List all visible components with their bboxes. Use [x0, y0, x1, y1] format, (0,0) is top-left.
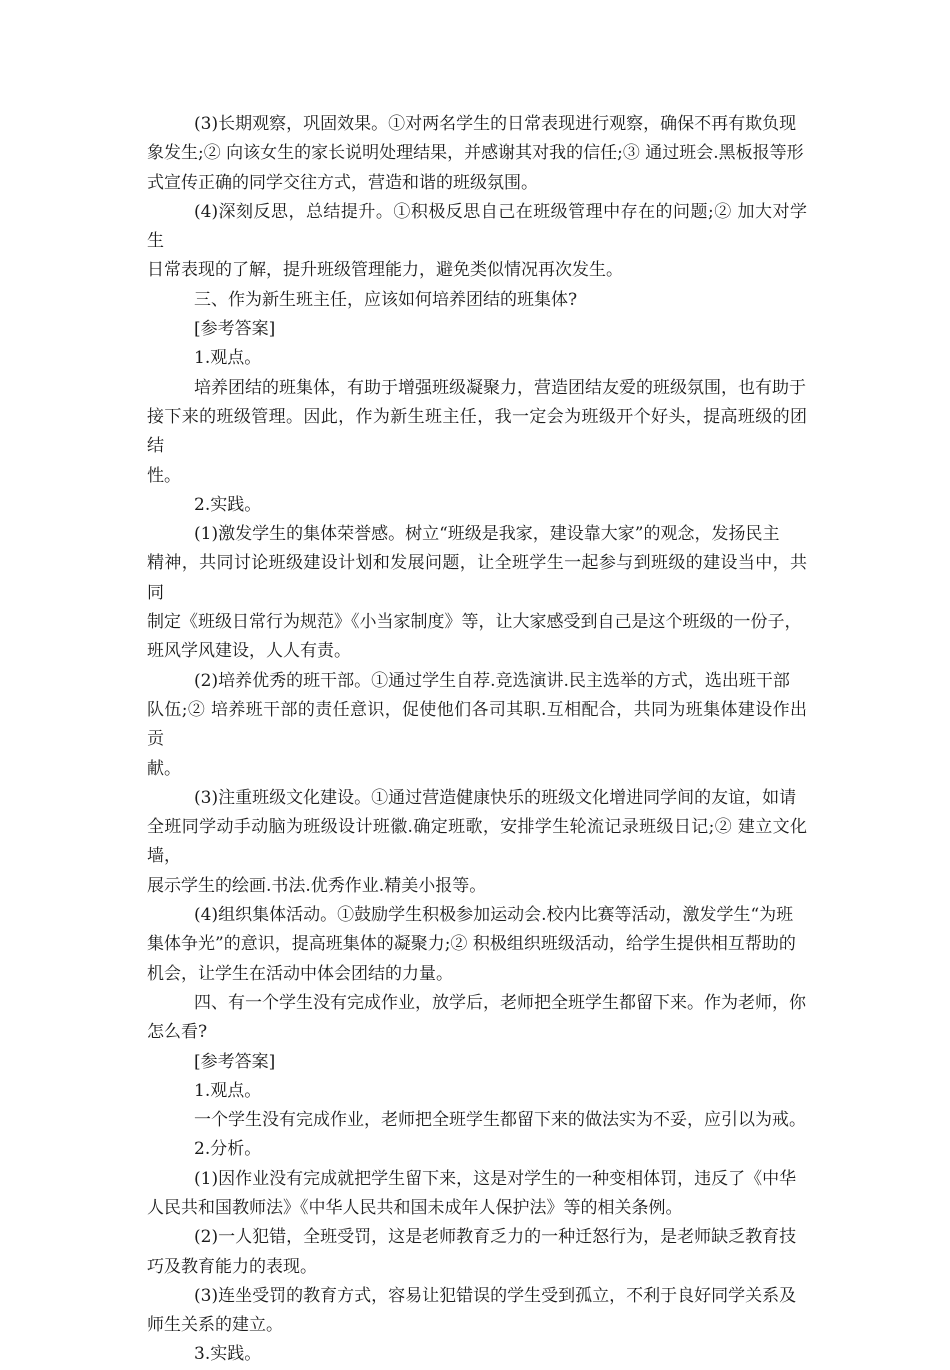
text-line: 培养团结的班集体，有助于增强班级凝聚力，营造团结友爱的班级氛围，也有助于	[194, 377, 806, 398]
paragraph	[147, 989, 807, 1048]
text-line: 集体争光”的意识，提高班集体的凝聚力;② 积极组织班级活动，给学生提供相互帮助的	[147, 934, 796, 955]
paragraph	[147, 901, 807, 989]
text-line: (1)因作业没有完成就把学生留下来，这是对学生的一种变相体罚，违反了《中华	[194, 1168, 797, 1189]
paragraph	[147, 198, 807, 286]
text-line: (3)长期观察，巩固效果。①对两名学生的日常表现进行观察，确保不再有欺负现	[194, 114, 797, 134]
text-line: 制定《班级日常行为规范》《小当家制度》等，让大家感受到自己是这个班级的一份子，	[147, 612, 802, 633]
document-body	[147, 110, 807, 1370]
text-line: 日常表现的了解，提升班级管理能力，避免类似情况再次发生。	[147, 260, 623, 281]
text-line: (3)连坐受罚的教育方式，容易让犯错误的学生受到孤立，不利于良好同学关系及	[194, 1285, 797, 1306]
paragraph	[147, 1048, 807, 1077]
text-line: 队伍;② 培养班干部的责任意识，促使他们各司其职.互相配合，共同为班集体建设作出贡	[147, 699, 807, 750]
text-line: 精神，共同讨论班级建设计划和发展问题，让全班学生一起参与到班级的建设当中，共同	[147, 553, 807, 603]
paragraph	[147, 344, 807, 373]
text-line: 3.实践。	[194, 1344, 262, 1365]
text-line: (1)激发学生的集体荣誉感。树立“班级是我家，建设靠大家”的观念，发扬民主	[194, 524, 780, 545]
text-line: 怎么看?	[147, 1022, 208, 1043]
text-line: 四、有一个学生没有完成作业，放学后，老师把全班学生都留下来。作为老师，你	[194, 992, 806, 1013]
text-line: 式宣传正确的同学交往方式，营造和谐的班级氛围。	[147, 172, 538, 193]
paragraph	[147, 1165, 807, 1224]
text-line: (4)深刻反思，总结提升。①积极反思自己在班级管理中存在的问题;② 加大对学生	[147, 201, 807, 252]
paragraph	[147, 1340, 807, 1369]
text-line: 人民共和国教师法》《中华人民共和国未成年人保护法》等的相关条例。	[147, 1197, 683, 1218]
paragraph	[147, 520, 807, 666]
paragraph	[147, 1282, 807, 1341]
paragraph	[147, 374, 807, 491]
paragraph	[147, 1135, 807, 1164]
text-line: 1.观点。	[194, 1080, 262, 1101]
paragraph	[147, 1223, 807, 1282]
paragraph	[147, 667, 807, 784]
paragraph	[147, 491, 807, 520]
paragraph	[147, 286, 807, 315]
text-line: 机会，让学生在活动中体会团结的力量。	[147, 963, 453, 984]
text-line: (2)培养优秀的班干部。①通过学生自荐.竞选演讲.民主选举的方式，选出班干部	[194, 670, 790, 691]
text-line: 献。	[147, 758, 181, 779]
text-line: 1.观点。	[194, 348, 262, 369]
text-line: 三、作为新生班主任，应该如何培养团结的班集体?	[194, 289, 578, 310]
paragraph	[147, 1106, 807, 1135]
text-line: (4)组织集体活动。①鼓励学生积极参加运动会.校内比赛等活动，激发学生“为班	[194, 905, 794, 926]
text-line: 巧及教育能力的表现。	[147, 1256, 317, 1277]
text-line: 2.实践。	[194, 494, 262, 515]
text-line: 2.分析。	[194, 1139, 262, 1160]
paragraph	[147, 1077, 807, 1106]
text-line: 展示学生的绘画.书法.优秀作业.精美小报等。	[147, 875, 487, 896]
text-line: 班风学风建设，人人有责。	[147, 641, 351, 662]
text-line: 全班同学动手动脑为班级设计班徽.确定班歌，安排学生轮流记录班级日记;② 建立文化墙，	[147, 817, 807, 867]
text-line: 一个学生没有完成作业，老师把全班学生都留下来的做法实为不妥，应引以为戒。	[194, 1110, 806, 1131]
text-line: (2)一人犯错，全班受罚，这是老师教育乏力的一种迁怒行为，是老师缺乏教育技	[194, 1227, 797, 1248]
text-line: 接下来的班级管理。因此，作为新生班主任，我一定会为班级开个好头，提高班级的团结	[147, 406, 807, 457]
text-line: 师生关系的建立。	[147, 1315, 283, 1336]
text-line: 性。	[147, 465, 181, 486]
paragraph	[147, 784, 807, 901]
text-line: 象发生;② 向该女生的家长说明处理结果，并感谢其对我的信任;③ 通过班会.黑板报等形	[147, 143, 804, 164]
paragraph	[147, 110, 807, 198]
paragraph	[147, 315, 807, 344]
text-line: [参考答案]	[194, 319, 276, 340]
text-line: (3)注重班级文化建设。①通过营造健康快乐的班级文化增进同学间的友谊，如请	[194, 787, 797, 808]
text-line: [参考答案]	[194, 1051, 276, 1072]
